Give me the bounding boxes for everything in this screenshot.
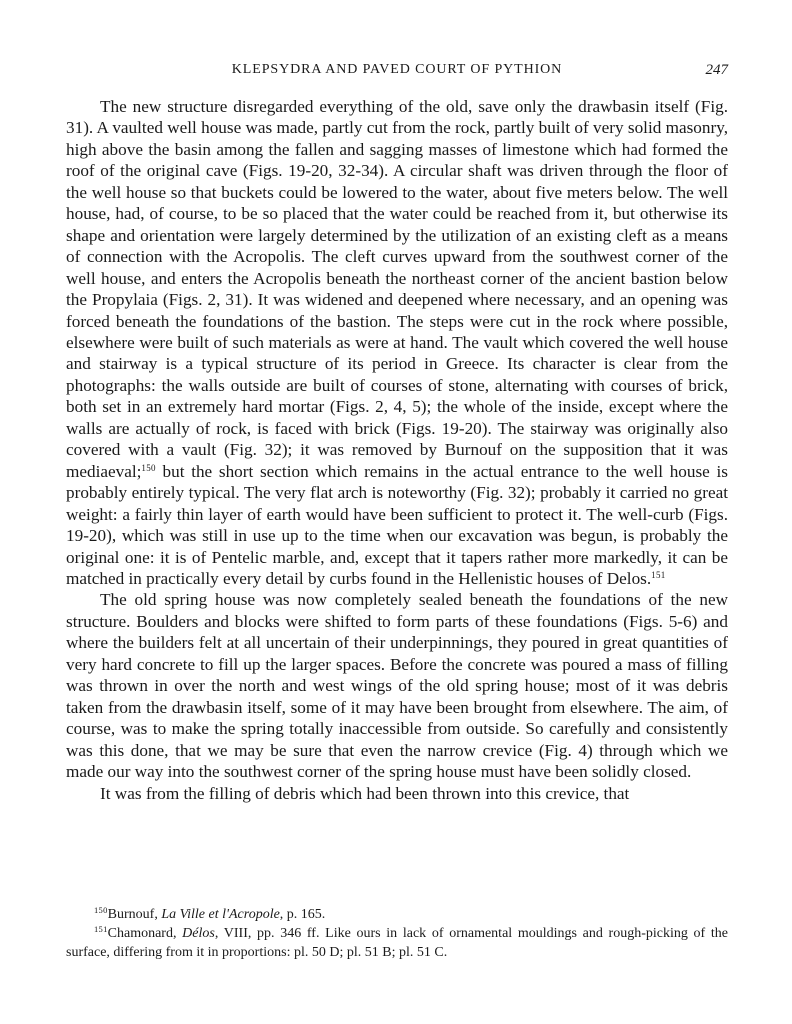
footnote-151 bbox=[66, 924, 728, 962]
running-title: KLEPSYDRA AND PAVED COURT OF PYTHION bbox=[231, 62, 563, 77]
footnote-author: Chamonard, bbox=[107, 926, 183, 941]
paragraph-2-text: The old spring house was now completely sealed beneath the foundations of the new structure. Boulders and blocks were shifted to form parts of these foundations (Figs. 5-6) and where the builders felt at all uncertain of their underpinnings, they poured in great quantities of very hard concrete to fill up the larger spaces. Before the concrete was poured a mass of filling was thrown in over the north and west wings of the old spring house; most of it was debris taken from the drawbasin itself, some of it may have been brought from elsewhere. The aim, of course, was to make the spring totally inaccessible from outside. So carefully and consistently was this done, that we may be sure that even the narrow crevice (Fig. 4) through which we made our way into the southwest corner of the spring house must have been solidly closed. bbox=[66, 590, 728, 782]
paragraph-1 bbox=[66, 96, 728, 589]
footnote-mark: 150 bbox=[94, 905, 108, 915]
footnote-title: Délos bbox=[182, 926, 215, 941]
page-header bbox=[66, 62, 728, 82]
footnote-150 bbox=[66, 905, 728, 924]
paragraph-2 bbox=[66, 589, 728, 782]
footnote-rest: , p. 165. bbox=[279, 907, 326, 922]
footnote-mark: 151 bbox=[94, 924, 108, 934]
paragraph-3 bbox=[66, 783, 728, 804]
body-text bbox=[66, 96, 728, 804]
paragraph-3-text: It was from the filling of debris which had been thrown into this crevice, that bbox=[100, 783, 630, 803]
footnote-rest: , VIII, pp. 346 ff. Like ours in lack of ornamental mouldings and rough-picking of the surface, differing from it in proportions: pl. 50 D; pl. 51 B; pl. 51 C. bbox=[66, 926, 728, 960]
page-number: 247 bbox=[705, 62, 728, 78]
paragraph-1-text-a: The new structure disregarded everything of the old, save only the drawbasin itself (Fig. 31). A vaulted well house was made, partly cut from the rock, partly built of very solid masonry, high above the basin among the fallen and sagging masses of limestone which had formed the roof of the original cave (Figs. 19-20, 32-34). A circular shaft was driven through the floor of the well house so that buckets could be lowered to the water, about five meters below. The well house, had, of course, to be so placed that the water could be reached from it, but otherwise its shape and orientation were largely determined by the utilization of an existing cleft as a means of connection with the Acropolis. The cleft curves upward from the southwest corner of the well house, and enters the Acropolis beneath the northeast corner of the ancient bastion below the Propylaia (Figs. 2, 31). It was widened and deepened where necessary, and an opening was forced beneath the foundations of the bastion. The steps were cut in the rock where possible, elsewhere were built of such materials as were at hand. The vault which covered the well house and stairway is a typical structure of its period in Greece. Its character is clear from the photographs: the walls outside are built of courses of stone, alternating with courses of brick, both set in an extremely hard mortar (Figs. 2, 4, 5); the whole of the inside, except where the walls are actually of rock, is faced with brick (Figs. 19-20). The stairway was originally also covered with a vault (Fig. 32); it was removed by Burnouf on the supposition that it was mediaeval; bbox=[66, 97, 728, 481]
footnote-ref-150: 150 bbox=[141, 462, 156, 473]
footnotes bbox=[66, 905, 728, 962]
footnote-ref-151: 151 bbox=[651, 569, 666, 580]
footnote-author: Burnouf, bbox=[107, 907, 162, 922]
footnote-title: La Ville et l'Acropole bbox=[161, 907, 280, 922]
paragraph-1-text-b: but the short section which remains in the actual entrance to the well house is probably entirely typical. The very flat arch is noteworthy (Fig. 32); probably it carried no great weight: a fairly thin layer of earth would have been sufficient to protect it. The well-curb (Figs. 19-20), which was still in use up to the time when our excavation was begun, is probably the original one: it is of Pentelic marble, and, except that it tapers rather more markedly, it can be matched in practically every detail by curbs found in the Hellenistic houses of Delos. bbox=[66, 461, 728, 588]
